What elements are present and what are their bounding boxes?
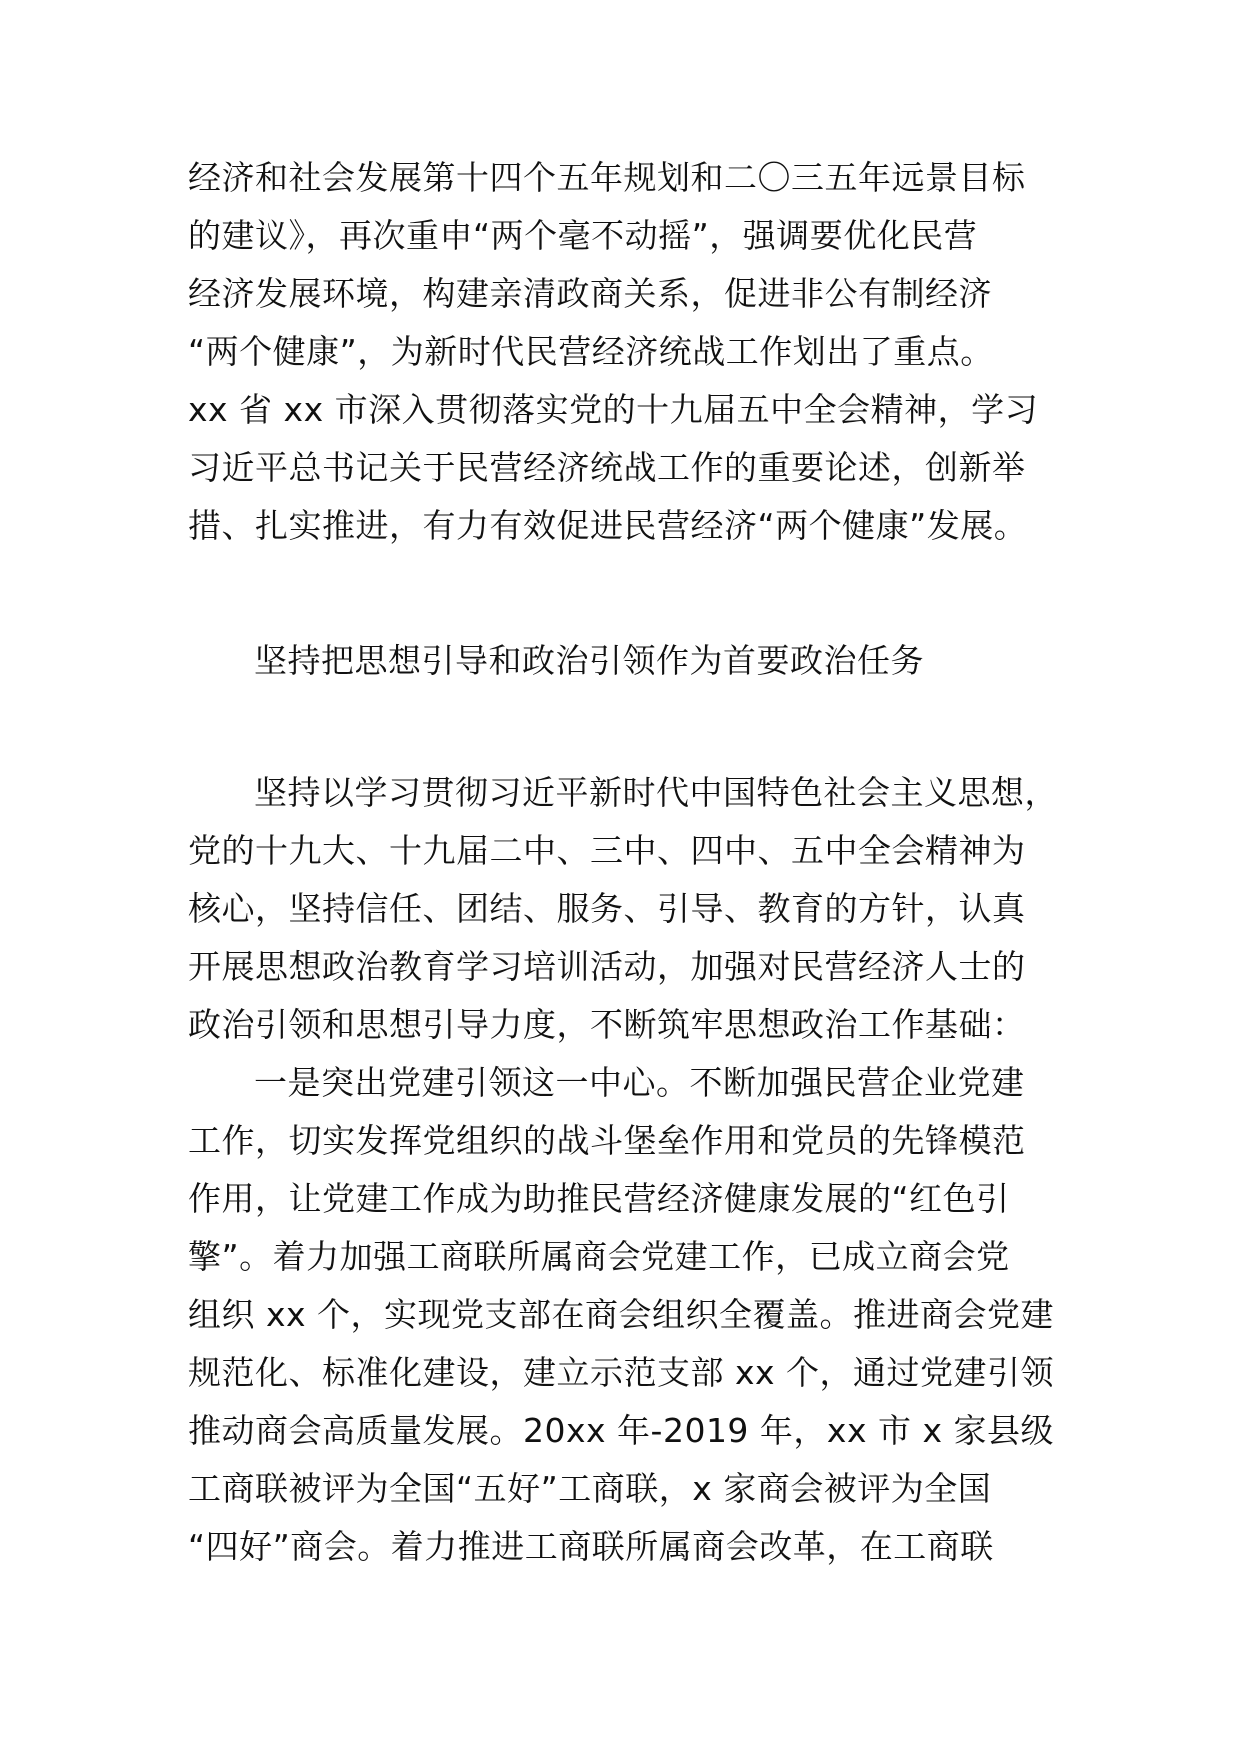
para3-line: “四好”商会。着力推进工商联所属商会改革，在工商联 <box>188 1527 994 1566</box>
intro-line: 经济和社会发展第十四个五年规划和二〇三五年远景目标 <box>188 158 1026 197</box>
para3-line: 一是突出党建引领这一中心。不断加强民营企业党建 <box>254 1063 1025 1102</box>
intro-line: 习近平总书记关于民营经济统战工作的重要论述，创新举 <box>188 448 1026 487</box>
para2-line: 党的十九大、十九届二中、三中、四中、五中全会精神为 <box>188 831 1026 870</box>
para2-line: 开展思想政治教育学习培训活动，加强对民营经济人士的 <box>188 947 1026 986</box>
para3-line: 组织 xx 个，实现党支部在商会组织全覆盖。推进商会党建 <box>188 1295 1055 1334</box>
para3-line: 作用，让党建工作成为助推民营经济健康发展的“红色引 <box>188 1179 1010 1218</box>
para3-line: 规范化、标准化建设，建立示范支部 xx 个，通过党建引领 <box>188 1353 1055 1392</box>
para2-line: 坚持以学习贯彻习近平新时代中国特色社会主义思想， <box>254 773 1058 812</box>
intro-line: 措、扎实推进，有力有效促进民营经济“两个健康”发展。 <box>188 506 1028 545</box>
intro-line: 的建议》，再次重申“两个毫不动摇”，强调要优化民营 <box>188 216 978 255</box>
para3-line: 工作，切实发挥党组织的战斗堡垒作用和党员的先锋模范 <box>188 1121 1026 1160</box>
para2-line: 核心，坚持信任、团结、服务、引导、教育的方针，认真 <box>188 889 1026 928</box>
para3-line: 擎”。着力加强工商联所属商会党建工作，已成立商会党 <box>188 1237 1010 1276</box>
intro-line: 经济发展环境，构建亲清政商关系，促进非公有制经济 <box>188 274 992 313</box>
section-heading: 坚持把思想引导和政治引领作为首要政治任务 <box>254 641 924 680</box>
para2-line: 政治引领和思想引导力度，不断筑牢思想政治工作基础： <box>188 1005 1026 1044</box>
para3-line: 推动商会高质量发展。20xx 年-2019 年，xx 市 x 家县级 <box>188 1411 1054 1450</box>
intro-line: xx 省 xx 市深入贯彻落实党的十九届五中全会精神，学习 <box>188 390 1039 429</box>
para3-line: 工商联被评为全国“五好”工商联，x 家商会被评为全国 <box>188 1469 992 1508</box>
intro-line: “两个健康”，为新时代民营经济统战工作划出了重点。 <box>188 332 994 371</box>
